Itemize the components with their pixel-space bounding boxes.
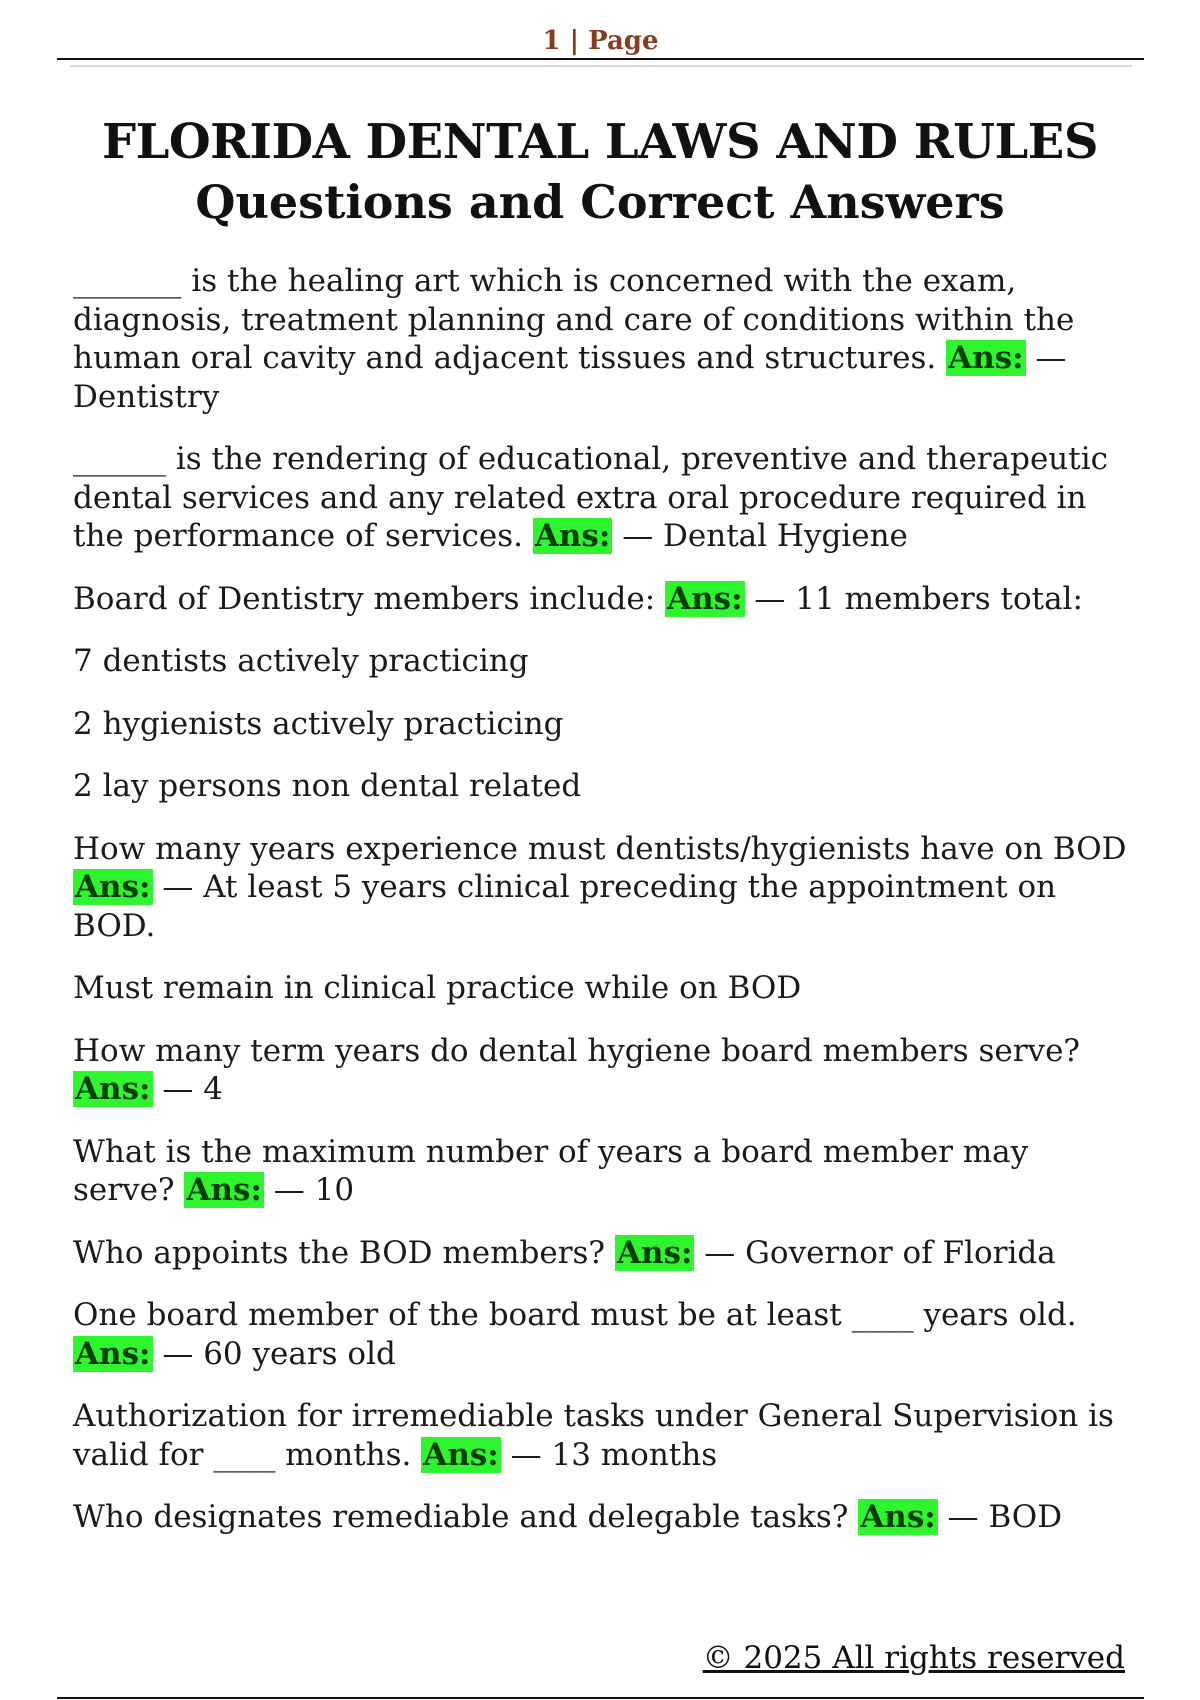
list-item: Must remain in clinical practice while on BOD [73,970,802,1006]
answer-label: Ans: [667,580,743,617]
answer-text: — Dentistry [73,340,1067,415]
page-header [57,24,1144,60]
list-item: 7 dentists actively practicing [73,643,529,679]
question-text: Who designates remediable and delegable tasks? [73,1499,849,1535]
answer-text: — 11 members total: [754,580,1083,617]
answer-text: — 4 [162,1071,223,1107]
page-number-label: 1 | Page [542,26,659,56]
question-text: ______ is the rendering of educational, preventive and therapeutic dental services and any related extra oral procedure required in the performance of services. [73,441,1108,554]
answer-label: Ans: [534,518,611,554]
question-text: _______ is the healing art which is concerned with the exam, diagnosis, treatment planning and care of conditions within the human oral cavity and adjacent tissues and structures. [73,263,1075,376]
answer-label: Ans: [860,1499,936,1535]
qa-item [73,1133,1133,1210]
question-text: How many term years do dental hygiene board members serve? [73,1032,1081,1069]
qa-content [73,262,1133,1561]
qa-item [73,580,1133,619]
answer-label: Ans: [75,1335,151,1372]
qa-item [73,1397,1133,1474]
copyright-footer: © 2025 All rights reserved [702,1640,1125,1676]
qa-item [73,1032,1133,1109]
title-line-2: Questions and Correct Answers [195,175,1005,229]
answer-label: Ans: [186,1172,262,1208]
question-text: Who appoints the BOD members? [73,1234,606,1271]
answer-label: Ans: [616,1234,693,1271]
answer-label: Ans: [423,1436,499,1473]
qa-item [73,440,1133,556]
footer-divider [57,1697,1144,1699]
question-text: Authorization for irremediable tasks under General Supervision is valid for ____ months. [73,1398,1114,1473]
answer-text: — 10 [273,1172,355,1208]
header-divider [70,65,1132,67]
document-title [0,112,1200,232]
qa-item [73,1234,1133,1273]
answer-text: — 60 years old [162,1335,396,1372]
qa-item [73,1296,1133,1373]
question-text: Board of Dentistry members include: [73,580,656,617]
question-text: What is the maximum number of years a board member may serve? [73,1133,1029,1208]
answer-text: — At least 5 years clinical preceding the appointment on BOD. [73,869,1057,944]
answer-text: — Dental Hygiene [622,518,908,554]
question-text: One board member of the board must be at least ____ years old. [73,1297,1077,1333]
title-line-1: FLORIDA DENTAL LAWS AND RULES [101,114,1099,170]
qa-item [73,1498,1133,1537]
question-text: How many years experience must dentists/hygienists have on BOD [73,830,1127,867]
list-item: 2 hygienists actively practicing [73,705,564,742]
qa-item [73,830,1133,946]
answer-label: Ans: [75,1071,151,1107]
answer-text: — Governor of Florida [704,1234,1056,1271]
answer-text: — 13 months [510,1436,718,1473]
answer-label: Ans: [75,869,151,905]
qa-item [73,262,1133,416]
answer-text: — BOD [947,1499,1063,1535]
list-item: 2 lay persons non dental related [73,768,582,804]
answer-label: Ans: [948,340,1024,376]
